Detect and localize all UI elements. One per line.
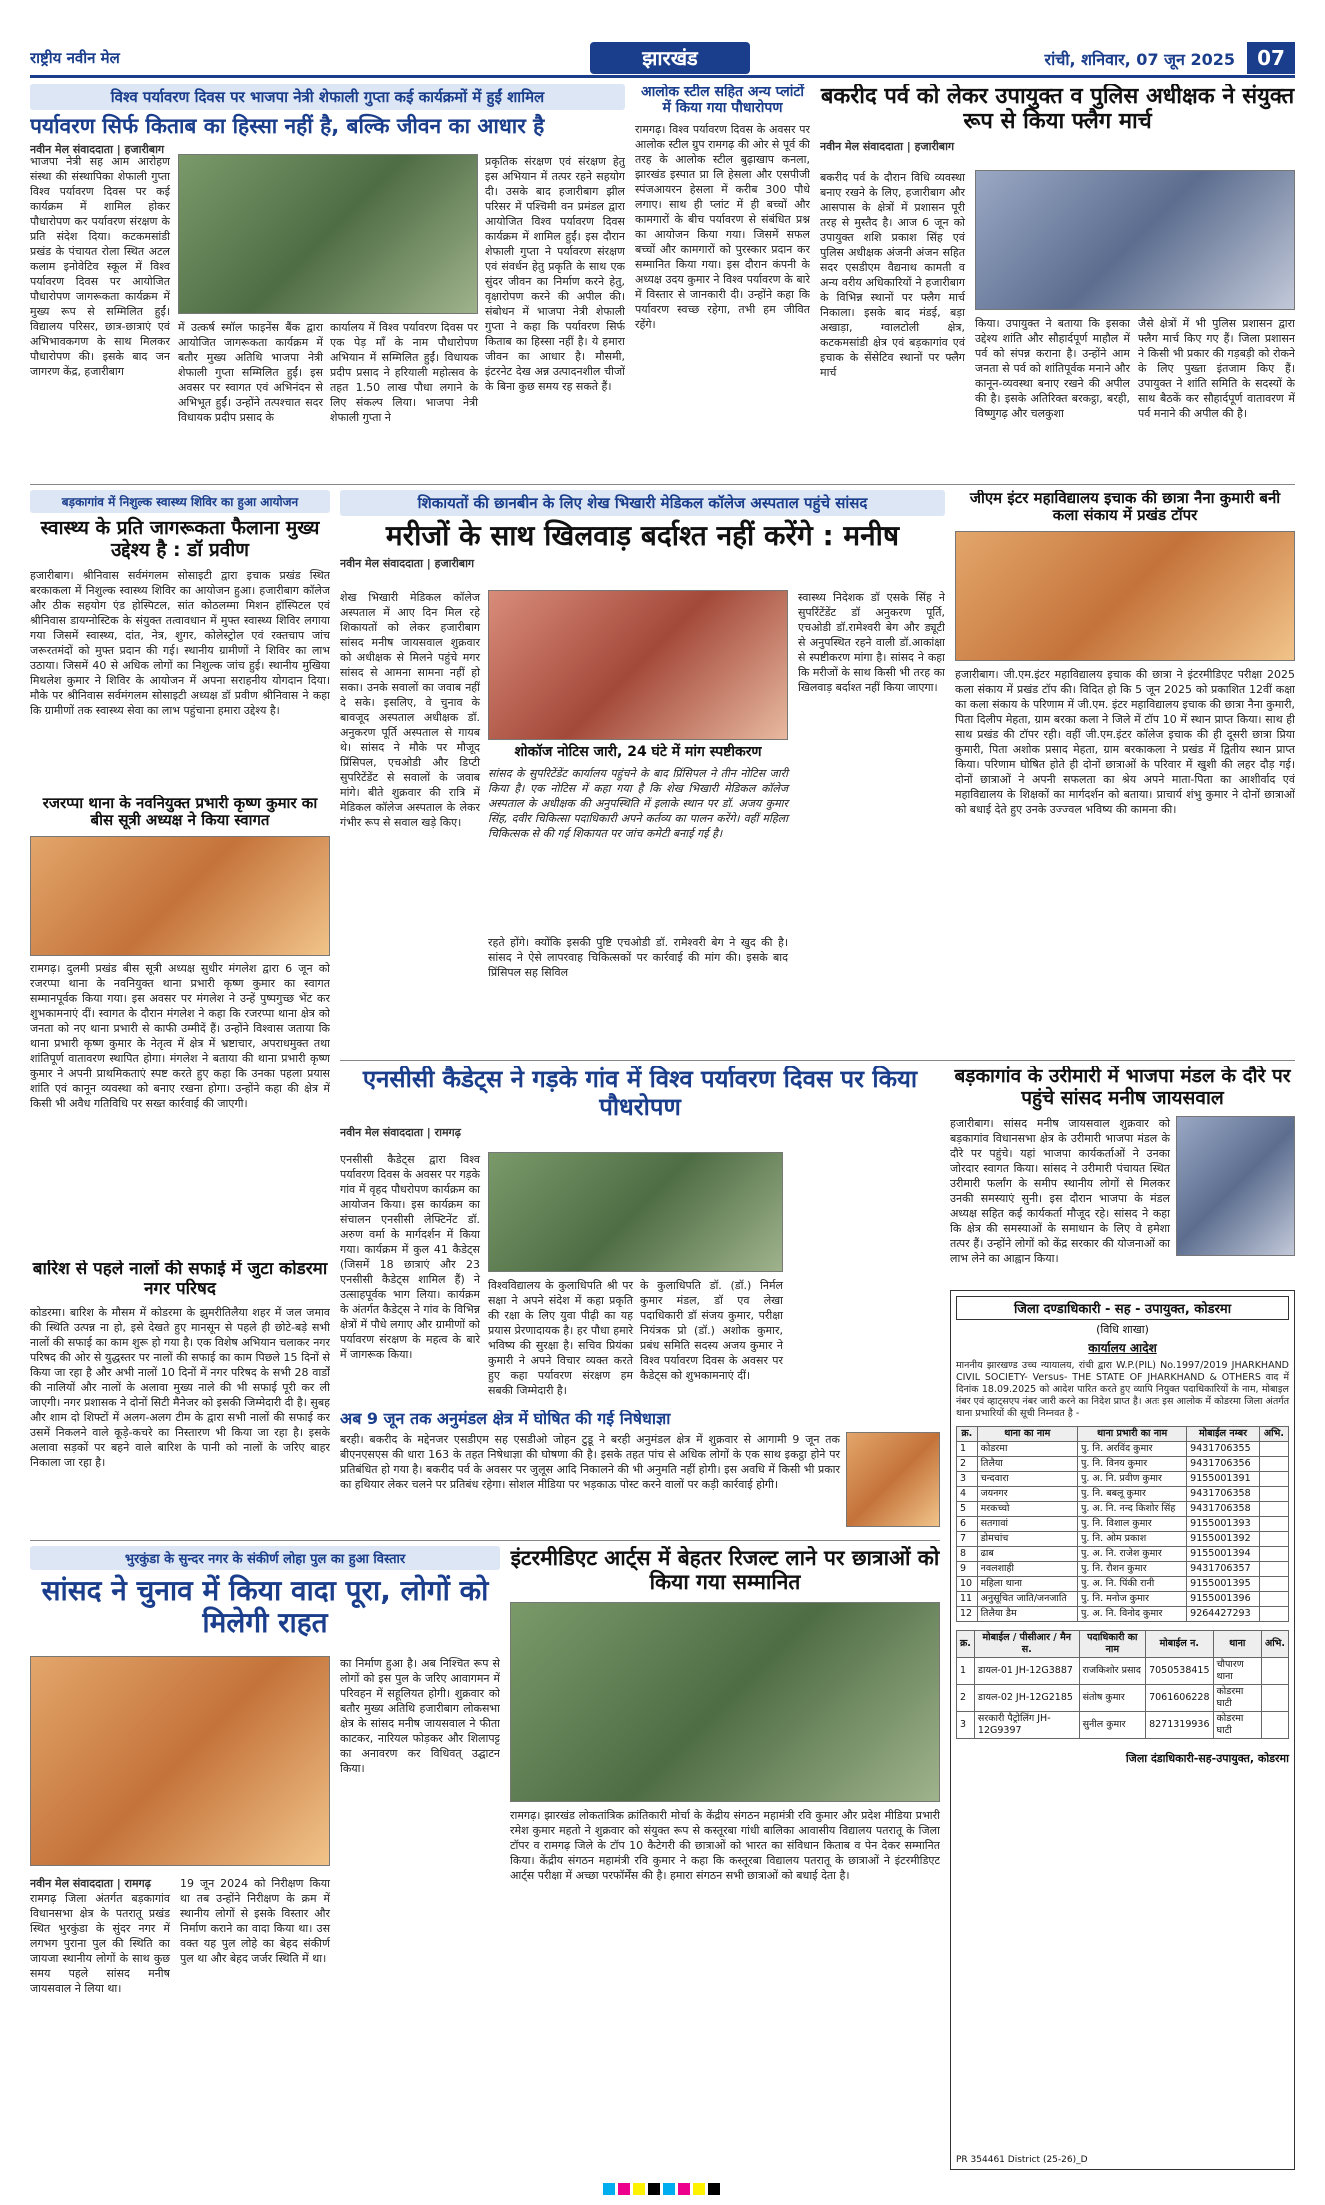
table-row: [957, 1517, 1289, 1532]
table-cell: पु. अ. नि. राजेश कुमार: [1078, 1547, 1187, 1562]
table-cell: पु. अ. नि. प्रवीण कुमार: [1078, 1472, 1187, 1487]
photo-students: [510, 1602, 940, 1802]
table-header: थाना: [1213, 1631, 1261, 1658]
article-headline: पर्यावरण सिर्फ किताब का हिस्सा नहीं है, बल्कि जीवन का आधार है: [30, 114, 545, 138]
article-body: के कुलाधिपति डॉ. (डॉ.) निर्मल कुमार मंडल, डॉ एव लेखा पदाधिकारी डॉ संजय कुमार, परीक्षा नियंत्रक प्रो (डॉ.) अशोक कुमार, प्रबंध समिति सदस्य अजय कुमार ने विश्व पर्यावरण दिवस के अवसर पर कैडेट्स को शुभकामनाएं दीं।: [640, 1279, 783, 1382]
table-row: [957, 1472, 1289, 1487]
article-body: कोडरमा। बारिश के मौसम में कोडरमा के झुमरीतिलैया शहर में जल जमाव की स्थिति उत्पन्न ना हो, इसे देखते हुए मानसून से पहले ही छोटे-बड़े सभी नालों की सफाई का काम शुरू हो गया है। एक विशेष अभियान चलाकर नगर परिषद की ओर से युद्धस्तर पर नालों की सफाई का काम पिछले 15 दिनों से किया जा रहा है और अभी नालों 10 दिनों में नगर परिषद के सभी 28 वार्डों की नालियों और नालों के अलावा मुख्य नाले की भी सफाई पूरी कर ली जाएगी। नगर प्रशासक ने दोनों सिटी मैनेजर को इसकी जिम्मेदारी दी है। सुबह और शाम दो शिफ्टों में अलग-अलग टीम के द्वारा सभी नालों की सफाई कर उसमें निकलने वाले कूड़े-कचरे का निस्तारण भी किया जा रहा है। इसके अलावा सड़कों पर बहने वाले बारिश के पानी को नालों के जरिए बाहर निकाला जा रहा है।: [30, 1306, 330, 1470]
table-cell: पु. नि. रौशन कुमार: [1078, 1562, 1187, 1577]
table-cell: [1259, 1457, 1288, 1472]
table-cell: 9155001391: [1187, 1472, 1260, 1487]
table-cell: पु. अ. नि. विनोद कुमार: [1078, 1607, 1187, 1622]
article-body: हजारीबाग। श्रीनिवास सर्वमंगलम सोसाइटी द्वारा इचाक प्रखंड स्थित बरकाकला में निशुल्क स्वास्थ्य शिविर का आयोजन हुआ। हजारीबाग कॉलेज और ठीक सहयोग एंड होस्पिटल, सांत कोठलम्मा मिशन हॉस्पिटल एवं श्रीनिवास डायग्नोस्टिक के संयुक्त तत्वावधान में मुफ्त स्वास्थ्य शिविर लगाया गया जिसमें स्वास्थ्य, दांत, नेत्र, शुगर, कोलेस्ट्रोल एवं रक्तचाप जांच जरूरतमंदों को मुफ्त प्रदान की गई। स्थानीय ग्रामीणों ने शिविर का लाभ उठाया। जिसमें 40 से अधिक लोगों का निशुल्क जांच हुई। स्थानीय मुखिया मिथलेश कुमार ने शिविर के आयोजन में अपना सराहनीय योगदान दिया। मौके पर श्रीनिवास सर्वमंगलम सोसाइटी अध्यक्ष डॉ प्रवीण श्रीनिवास ने कहा कि ग्रामीणों तक स्वास्थ्य सेवा का लाभ पहुंचाना हमारा उद्देश्य है।: [30, 568, 330, 717]
photo-bridge-inauguration: [30, 1656, 330, 1866]
table-cell: अनुसूचित जाति/जनजाति: [977, 1592, 1077, 1607]
table-cell: 9431706356: [1187, 1457, 1260, 1472]
table-cell: पु. नि. विनय कुमार: [1078, 1457, 1187, 1472]
photo-tree-plantation: [178, 154, 478, 314]
table-cell: डायल-01 JH-12G3887: [974, 1658, 1079, 1685]
police-station-table: [956, 1426, 1289, 1622]
table-cell: [1259, 1472, 1288, 1487]
table-row: [957, 1592, 1289, 1607]
article-body: हजारीबाग। सांसद मनीष जायसवाल शुक्रवार को बड़कागांव विधानसभा क्षेत्र के उरीमारी भाजपा मंडल के दौरे पर पहुंचे। यहां भाजपा कार्यकर्ताओं ने उनका जोरदार स्वागत किया। सांसद ने उरीमारी पंचायत स्थित उरीमारी फर्लांग के समीप स्थानीय लोगों से मिलकर उनकी समस्याएं सुनी। इस दौरान भाजपा के मंडल अध्यक्ष सहित कई कार्यकर्ता मौजूद रहे। सांसद ने कहा कि क्षेत्र की समस्याओं के समाधान के लिए वे हमेशा तत्पर हैं। उन्होंने लोगों को केंद्र सरकार की योजनाओं का लाभ लेने का आह्वान किया।: [950, 1116, 1170, 1265]
article-body: भाजपा नेत्री सह आम आरोहण संस्था की संस्थापिका शेफाली गुप्ता विश्व पर्यावरण दिवस पर कई कार्यक्रम में शामिल होकर पौधारोपण कर पर्यावरण संरक्षण के प्रति संदेश दिया। कटकमसांडी प्रखंड के पंचायत रोला स्थित अटल कलाम इनोवेटिव स्कूल में विश्व पर्यावरण दिवस पर आयोजित पौधारोपण जागरूकता कार्यक्रम में मुख्य रूप से सम्मिलित हुईं। विद्यालय परिसर, छात्र-छात्राएं एवं अभिभावकगण के साथ मिलकर पौधारोपण की। इसके बाद जन जागरण केंद्र, हजारीबाग: [30, 155, 170, 378]
table-header: क्र.: [957, 1427, 978, 1442]
table-cell: पु. नि. बबलू कुमार: [1078, 1487, 1187, 1502]
table-cell: [1259, 1577, 1288, 1592]
table-cell: पु. नि. मनोज कुमार: [1078, 1592, 1187, 1607]
byline: नवीन मेल संवाददाता | रामगढ़: [340, 1126, 461, 1140]
table-row: [957, 1532, 1289, 1547]
table-cell: 9264427293: [1187, 1607, 1260, 1622]
table-header: मोबाईल न.: [1146, 1631, 1213, 1658]
table-cell: [1259, 1502, 1288, 1517]
table-cell: [1259, 1442, 1288, 1457]
article-body: का निर्माण हुआ है। अब निश्चित रूप से लोगों को इस पुल के जरिए आवागमन में परिवहन में सहूलियत होगी। शुक्रवार को बतौर मुख्य अतिथि हजारीबाग लोकसभा क्षेत्र के सांसद मनीष जायसवाल ने फीता काटकर, नारियल फोड़कर और शिलापट्ट का अनावरण कर विधिवत् उद्घाटन किया।: [340, 1657, 500, 1775]
table-row: [957, 1457, 1289, 1472]
article-body: स्वास्थ्य निदेशक डॉ एसके सिंह ने सुपरिंटेंडेंट डॉ अनुकरण पूर्ति, एचओडी डॉ.रामेश्वरी बेग और ड्यूटी से अनुपस्थित रहने वाली डॉ.आकांक्षा से स्पष्टीकरण मांगा है। सांसद ने कहा कि मरीजों के साथ किसी भी तरह का खिलवाड़ बर्दाश्त नहीं किया जाएगा।: [798, 591, 945, 694]
article-headline: स्वास्थ्य के प्रति जागरूकता फैलाना मुख्य उद्देश्य है : डॉ प्रवीण: [40, 517, 320, 561]
article-body: किया। उपायुक्त ने बताया कि इसका उद्देश्य शांति और सौहार्दपूर्ण माहौल में पर्व को संपन्न कराना है। उन्होंने आम जनता से पर्व को शांतिपूर्वक मनाने और कानून-व्यवस्था बनाए रखने की अपील की है। इसके अतिरिक्त बरकट्ठा, बरही, विष्णुगढ़ और चलकुशा: [975, 317, 1130, 420]
table-cell: 6: [957, 1517, 978, 1532]
table-cell: 5: [957, 1502, 978, 1517]
table-cell: 10: [957, 1577, 978, 1592]
article-kicker: भुरकुंडा के सुन्दर नगर के संकीर्ण लोहा पुल का हुआ विस्तार: [30, 1546, 500, 1570]
article-health-camp: [30, 490, 330, 790]
article-headline: जीएम इंटर महाविद्यालय इचाक की छात्रा नैना कुमारी बनी कला संकाय में प्रखंड टॉपर: [969, 490, 1281, 525]
table-cell: चौपारण थाना: [1213, 1658, 1261, 1685]
table-cell: तिलैया: [977, 1457, 1077, 1472]
table-cell: मरकच्चो: [977, 1502, 1077, 1517]
article-medical-college: [340, 490, 945, 1055]
article-body: रहते होंगे। क्योंकि इसकी पुष्टि एचओडी डॉ. रामेश्वरी बेग ने खुद की है। सांसद ने ऐसे लापरवाह चिकित्सकों पर कार्रवाई की मांग की। इसके बाद प्रिंसिपल सह सिविल: [488, 936, 788, 979]
table-cell: सरकारी पैट्रोलिंग JH-12G9397: [974, 1712, 1079, 1739]
photo-topper: [955, 531, 1295, 661]
table-cell: कोडरमा: [977, 1442, 1077, 1457]
table-cell: तिलैया डैम: [977, 1607, 1077, 1622]
table-row: [957, 1487, 1289, 1502]
article-headline: बड़कागांव के उरीमारी में भाजपा मंडल के दौरे पर पहुंचे सांसद मनीष जायसवाल: [954, 1066, 1291, 1109]
table-cell: डोमचांच: [977, 1532, 1077, 1547]
table-cell: सतगावां: [977, 1517, 1077, 1532]
color-registration-bar: [40, 2180, 1285, 2196]
table-header: थाना प्रभारी का नाम: [1078, 1427, 1187, 1442]
photo-mp-hospital: [488, 590, 788, 740]
masthead: [30, 40, 1295, 78]
article-body: बकरीद पर्व के दौरान विधि व्यवस्था बनाए रखने के लिए, हजारीबाग और आसपास के क्षेत्रों में प्रशासन पूरी तरह से मुस्तैद है। आज 6 जून को उपायुक्त शशि प्रकाश सिंह एवं पुलिस अधीक्षक अंजनी अंजन सहित सदर एसडीएम वैद्यनाथ कामती व अन्य वरीय अधिकारियों ने हजारीबाग के विभिन्न स्थानों पर फ्लैग मार्च निकाला। इसके बाद मंडई, बड़ा अखाड़ा, ग्वालटोली क्षेत्र, कटकमसांडी क्षेत्र एवं बड़कागांव एवं इचाक के सेंसेटिव स्थानों पर फ्लैग मार्च: [820, 171, 965, 379]
notice-title: जिला दण्डाधिकारी - सह - उपायुक्त, कोडरमा: [956, 1296, 1289, 1320]
article-bakrid-flag-march: [820, 84, 1295, 479]
photo-urimari: [1176, 1116, 1295, 1256]
article-headline: एनसीसी कैडेट्स ने गड़के गांव में विश्व पर्यावरण दिवस पर किया पौधरोपण: [362, 1066, 918, 1121]
article-body: 19 जून 2024 को निरीक्षण किया था तब उन्होंने निरीक्षण के क्रम में स्थानीय लोगों से इसके विस्तार और निर्माण कराने का वादा किया था। उस वक्त यह पुल लोहे का बेहद संकीर्ण पुल था और बेहद जर्जर स्थिति में था।: [180, 1877, 330, 1965]
article-body: एनसीसी कैडेट्स द्वारा विश्व पर्यावरण दिवस के अवसर पर गड़के गांव में वृहद पौधरोपण कार्यक्रम का आयोजन किया। इस कार्यक्रम का संचालन एनसीसी लेफ्टिनेंट डॉ. अरुण वर्मा के मार्गदर्शन में किया गया। कार्यक्रम में कुल 41 कैडेट्स (जिसमें 18 छात्राएं और 23 एनसीसी कैडेट्स शामिल हैं) ने उत्साहपूर्वक भाग लिया। कार्यक्रम के अंतर्गत कैडेट्स ने गांव के विभिन्न क्षेत्रों में पौधे लगाए और ग्रामीणों को पर्यावरण संरक्षण के महत्व के बारे में जागरूक किया।: [340, 1153, 480, 1361]
table-cell: [1259, 1532, 1288, 1547]
table-cell: [1261, 1658, 1288, 1685]
table-cell: [1259, 1517, 1288, 1532]
table-cell: 1: [957, 1658, 975, 1685]
table-row: [957, 1547, 1289, 1562]
article-body: कार्यालय में विश्व पर्यावरण दिवस पर एक पेड़ माँ के नाम पौधारोपण अभियान में सम्मिलित हुईं। विधायक प्रदीप प्रसाद ने हरियाली महोत्सव के तहत 1.50 लाख पौधा लगाने के लिए संकल्प लिया। भाजपा नेत्री शेफाली गुप्ता ने: [330, 321, 478, 424]
table-cell: चन्दवारा: [977, 1472, 1077, 1487]
table-row: [957, 1607, 1289, 1622]
table-cell: [1259, 1592, 1288, 1607]
table-row: [957, 1712, 1289, 1739]
patrol-table: [956, 1630, 1289, 1739]
table-header: अभि.: [1259, 1427, 1288, 1442]
table-cell: [1259, 1487, 1288, 1502]
table-cell: 11: [957, 1592, 978, 1607]
table-cell: कोडरमा घाटी: [1213, 1712, 1261, 1739]
table-cell: [1261, 1685, 1288, 1712]
table-cell: 2: [957, 1457, 978, 1472]
table-cell: नवलशाही: [977, 1562, 1077, 1577]
table-header: मोबाईल नम्बर: [1187, 1427, 1260, 1442]
article-kicker: शिकायतों की छानबीन के लिए शेख भिखारी मेडिकल कॉलेज अस्पताल पहुंचे सांसद: [340, 490, 945, 516]
article-kicker: बड़कागांव में निशुल्क स्वास्थ्य शिविर का हुआ आयोजन: [30, 490, 330, 513]
article-body: हजारीबाग। जी.एम.इंटर महाविद्यालय इचाक की छात्रा ने इंटरमीडिएट परीक्षा 2025 कला संकाय में प्रखंड टॉप की। विदित हो कि 5 जून 2025 को प्रकाशित 12वीं कक्षा का कला संकाय के परिणाम में जी.एम. इंटर महाविद्यालय इचाक की छात्रा नैना कुमारी, पिता दिलीप मेहता, ग्राम बरका कला ने जिले में टॉप 10 में स्थान प्राप्त किया। साथ ही साथ प्रखंड की टॉपर रही। वहीं जी.एम.इंटर कॉलेज इचाक की ही दूसरी छात्रा प्रिया कुमारी, पिता अशोक प्रसाद मेहता, ग्राम बरकाकला ने प्रखंड में द्वितीय स्थान प्राप्त किया। परिणाम घोषित होते ही दोनों छात्राओं के परिवार में खुशी की लहर दौड़ गई। दोनों छात्राओं ने अपनी सफलता का श्रेय अपने माता-पिता का आशीर्वाद एवं महाविद्यालय के शिक्षकों का मार्गदर्शन को बताया। प्राचार्य शंभु कुमार ने दोनों छात्राओं को बधाई देते हुए उनके उज्ज्वल भविष्य की कामना की।: [955, 667, 1295, 816]
notice-footer: जिला दंडाधिकारी-सह-उपायुक्त, कोडरमा: [1125, 1752, 1289, 1765]
table-cell: पु. अ. नि. नन्द किशोर सिंह: [1078, 1502, 1187, 1517]
article-student-honour: [510, 1546, 940, 2171]
byline: नवीन मेल संवाददाता | रामगढ़: [30, 1877, 151, 1890]
masthead-left: राष्ट्रीय नवीन मेल: [30, 49, 120, 67]
photo-flag-march: [975, 170, 1295, 310]
article-body: शेख भिखारी मेडिकल कॉलेज अस्पताल में आए दिन मिल रहे शिकायतों को लेकर हजारीबाग सांसद मनीष जायसवाल शुक्रवार को अधीक्षक से मिलने पहुंचे मगर सांसद से आमना सामना नहीं हो सका। उनके सवालों का जवाब नहीं दे सके। इसलिए, वे चुनाव के बावजूद अस्पताल अधीक्षक डॉ. अनुकरण पूर्ति अस्पताल से गायब थे। सांसद ने मौके पर मौजूद प्रिंसिपल, एचओडी और डिप्टी सुपरिटेंडेंट से सवालों के जवाब मांगे। बीते शुक्रवार की रात्रि में मेडिकल कॉलेज अस्पताल के लेकर गंभीर रूप से सवाल खड़े किए।: [340, 591, 480, 829]
table-cell: 7: [957, 1532, 978, 1547]
photo-sdm: [846, 1432, 940, 1527]
article-body: रामगढ़। विश्व पर्यावरण दिवस के अवसर पर आलोक स्टील ग्रुप रामगढ़ की ओर से पूर्व की तरह के आलोक स्टील बुढ़ाखाप कनला, झारखंड इस्पात प्रा लि हेसला और एसपीजी स्पंजआयरन हेसला में करीब 300 पौधे लगाए। साथ ही प्लांट में ही बच्चों और कामगारों के बीच पर्यावरण से संबंधित प्रश्न का आयोजन किया गया। जिसमें सफल बच्चों और कामगारों को पुरस्कार प्रदान कर सम्मानित किया गया। इस दौरान कंपनी के अध्यक्ष उदय कुमार ने विश्व पर्यावरण के बारे में विस्तार से जानकारी दी। उन्होंने कहा कि पर्यावरण स्वच्छ रहेगा, तभी हम जीवित रहेंगे।: [635, 123, 810, 332]
koderma-notice: [950, 1290, 1295, 2170]
table-cell: महिला थाना: [977, 1577, 1077, 1592]
article-body: विश्वविद्यालय के कुलाधिपति श्री पर सक्षा ने अपने संदेश में कहा प्रकृति की रक्षा के लिए युवा पीढ़ी का यह प्रयास प्रेरणादायक है। हर पौधा हमारे भविष्य की सुरक्षा है। सचिव प्रियंका कुमारी ने अपने विचार व्यक्त करते हुए कहा पर्यावरण संरक्षण हम सबकी जिम्मेदारी है।: [488, 1279, 633, 1397]
article-prohibitory-order: [340, 1410, 940, 1535]
byline: नवीन मेल संवाददाता | हजारीबाग: [820, 139, 955, 153]
table-cell: राजकिशोर प्रसाद: [1079, 1658, 1145, 1685]
table-cell: 9431706358: [1187, 1487, 1260, 1502]
article-body: सांसद के सुपरिटेंडेंट कार्यालय पहुंचने के बाद प्रिंसिपल ने तीन नोटिस जारी किया है। एक नोटिस में कहा गया है कि शेख भिखारी मेडिकल कॉलेज अस्पताल के अधीक्षक की अनुपस्थिति में इलाके स्थान पर डॉ. अजय कुमार सिंह, दवीर चिकित्सा पदाधिकारी अपने कर्तव्य का पालन करेंगे। वहीं महिला चिकित्सक से की गई शिकायत पर जांच कमेटी बनाई गई है।: [488, 767, 789, 840]
table-cell: [1259, 1607, 1288, 1622]
table-cell: 7050538415: [1146, 1658, 1213, 1685]
table-cell: 7061606228: [1146, 1685, 1213, 1712]
article-urimari-visit: [950, 1066, 1295, 1281]
table-cell: 12: [957, 1607, 978, 1622]
table-row: [957, 1577, 1289, 1592]
table-cell: जयनगर: [977, 1487, 1077, 1502]
table-cell: पु. नि. अरविंद कुमार: [1078, 1442, 1187, 1457]
table-cell: [1259, 1562, 1288, 1577]
page-number: 07: [1247, 42, 1295, 74]
article-bridge-expansion: [30, 1546, 500, 2171]
table-cell: 9: [957, 1562, 978, 1577]
table-header: अभि.: [1261, 1631, 1288, 1658]
notice-ref: PR 354461 District (25-26)_D: [956, 2155, 1088, 2165]
table-cell: 9155001393: [1187, 1517, 1260, 1532]
table-cell: 3: [957, 1712, 975, 1739]
table-row: [957, 1502, 1289, 1517]
table-cell: कोडरमा घाटी: [1213, 1685, 1261, 1712]
table-cell: पु. अ. नि. पिंकी रानी: [1078, 1577, 1187, 1592]
notice-subtitle: (विधि शाखा): [1096, 1323, 1149, 1336]
table-cell: 8: [957, 1547, 978, 1562]
table-cell: ढाब: [977, 1547, 1077, 1562]
article-headline: आलोक स्टील सहित अन्य प्लांटों में किया गया पौधारोपण: [640, 84, 805, 117]
table-cell: 9155001392: [1187, 1532, 1260, 1547]
table-cell: 9431706355: [1187, 1442, 1260, 1457]
table-cell: 9155001396: [1187, 1592, 1260, 1607]
article-headline: सांसद ने चुनाव में किया वादा पूरा, लोगों को मिलेगी राहत: [41, 1574, 489, 1640]
table-header: क्र.: [957, 1631, 975, 1658]
photo-welcome: [30, 836, 330, 956]
table-cell: पु. नि. ओम प्रकाश: [1078, 1532, 1187, 1547]
table-cell: 1: [957, 1442, 978, 1457]
article-body: रामगढ़ जिला अंतर्गत बड़कागांव विधानसभा क्षेत्र के पतरातू प्रखंड स्थित भुरकुंडा के सुंदर नगर में लगभग पुराना पुल की स्थिति का जायजा स्थानीय लोगों के साथ कुछ समय पहले सांसद मनीष जायसवाल ने लिया था।: [30, 1892, 170, 1995]
article-environment-shefali: [30, 84, 625, 479]
article-headline: बारिश से पहले नालों की सफाई में जुटा कोडरमा नगर परिषद: [32, 1260, 328, 1299]
article-body: रामगढ़। दुलमी प्रखंड बीस सूत्री अध्यक्ष सुधीर मंगलेश द्वारा 6 जून को रजरप्पा थाना के नवनियुक्त थाना प्रभारी कृष्ण कुमार का स्वागत सम्मानपूर्वक किया गया। इस अवसर पर मंगलेश ने उन्हें पुष्पगुच्छ भेंट कर शुभकामनाएं दीं। स्वागत के दौरान मंगलेश ने कहा कि रजरप्पा थाना क्षेत्र को जनता को नए थाना प्रभारी से काफी उम्मीदें हैं। उन्होंने विश्वास जताया कि थाना प्रभारी कृष्ण कुमार के नेतृत्व में क्षेत्र में भ्रष्टाचार, अपराधमुक्त तथा शांतिपूर्ण वातावरण स्थापित होगा। मंगलेश ने बताया की थाना प्रभारी कृष्ण कुमार ने अपनी प्राथमिकताएं स्पष्ट करते हुए कहा कि उनका पहला प्रयास शांति एवं कानून व्यवस्था को बनाए रखना होगा। उन्होंने कहा की क्षेत्र में किसी भी अवैध गतिविधि पर सख्त कार्रवाई की जाएगी।: [30, 961, 330, 1110]
table-cell: 9155001394: [1187, 1547, 1260, 1562]
notice-text: माननीय झारखण्ड उच्च न्यायालय, रांची द्वारा W.P.(PIL) No.1997/2019 JHARKHAND CIVIL SOCIETY- Versus- THE STATE OF JHARKHAND & OTHERS वाद में दिनांक 18.09.2025 को आदेश पारित करते हुए व्यापि नियुक्त पदाधिकारियों के नाम, मोबाइल नंबर एवं व्हाट्सएप नंबर जारी करने का निदेश प्राप्त है। अतः इस आलोक में कोडरमा जिला अंतर्गत थाना प्रभारियों की सूची निम्नवत है -: [956, 1360, 1289, 1419]
article-headline: अब 9 जून तक अनुमंडल क्षेत्र में घोषित की गई निषेधाज्ञा: [340, 1410, 671, 1428]
article-kicker: विश्व पर्यावरण दिवस पर भाजपा नेत्री शेफाली गुप्ता कई कार्यक्रमों में हुईं शामिल: [30, 84, 625, 110]
article-naina-topper: [955, 490, 1295, 1050]
table-cell: 9431706357: [1187, 1562, 1260, 1577]
article-body: में उत्कर्ष स्मॉल फाइनेंस बैंक द्वारा आयोजित जागरूकता कार्यक्रम में बतौर मुख्य अतिथि भाजपा नेत्री शेफाली गुप्ता सम्मिलित हुईं। इस अवसर पर स्वागत एवं अभिनंदन से अभिभूत हुईं। उन्होंने तत्पश्चात सदर विधायक प्रदीप प्रसाद के: [178, 321, 323, 424]
article-headline: रजरप्पा थाना के नवनियुक्त प्रभारी कृष्ण कुमार का बीस सूत्री अध्यक्ष ने किया स्वागत: [42, 795, 318, 830]
article-headline: बकरीद पर्व को लेकर उपायुक्त व पुलिस अधीक्षक ने संयुक्त रूप से किया फ्लैग मार्च: [820, 84, 1295, 135]
table-cell: 3: [957, 1472, 978, 1487]
photo-ncc: [488, 1152, 783, 1272]
table-header: मोबाईल / पीसीआर / मैन स.: [974, 1631, 1079, 1658]
table-cell: 2: [957, 1685, 975, 1712]
table-cell: [1261, 1712, 1288, 1739]
byline: नवीन मेल संवाददाता | हजारीबाग: [340, 557, 475, 571]
table-cell: सुनील कुमार: [1079, 1712, 1145, 1739]
table-cell: डायल-02 JH-12G2185: [974, 1685, 1079, 1712]
table-row: [957, 1685, 1289, 1712]
article-headline: मरीजों के साथ खिलवाड़ बर्दाश्त नहीं करेंगे : मनीष: [385, 519, 900, 552]
masthead-date: रांची, शनिवार, 07 जून 2025: [1044, 50, 1235, 69]
table-cell: 4: [957, 1487, 978, 1502]
article-ncc-plantation: [340, 1066, 940, 1406]
notice-order: कार्यालय आदेश: [1088, 1341, 1157, 1355]
table-cell: 9155001395: [1187, 1577, 1260, 1592]
article-body: रामगढ़। झारखंड लोकतांत्रिक क्रांतिकारी मोर्चा के केंद्रीय संगठन महामंत्री रवि कुमार और प्रदेश मीडिया प्रभारी रमेश कुमार महतो ने शुक्रवार को संयुक्त रूप से कस्तूरबा गांधी बालिका आवासीय विद्यालय पतरातू के जिला टॉपर व रामगढ़ जिले के टॉप 10 कैटेगरी की छात्राओं को भारत का संविधान किताब व पेन देकर सम्मानित किया। केंद्रीय संगठन महामंत्री रवि कुमार ने कहा कि कस्तूरबा विद्यालय पतरातू के छात्राओं ने इंटरमीडिएट आर्ट्स परीक्षा में अच्छा परफॉर्मेंस की है। हमारा संगठन सभी छात्राओं को बधाई देता है।: [510, 1809, 940, 1883]
section-title: झारखंड: [590, 42, 750, 74]
article-rajrappa-police: [30, 795, 330, 1255]
article-body: जैसे क्षेत्रों में भी पुलिस प्रशासन द्वारा फ्लैग मार्च किए गए हैं। जिला प्रशासन ने किसी भी प्रकार की गड़बड़ी को रोकने के लिए पुख्ता इंतजाम किए हैं। उपायुक्त ने शांति समिति के सदस्यों के साथ बैठकें कर सौहार्दपूर्ण वातावरण में पर्व मनाने की अपील की है।: [1138, 317, 1295, 420]
table-header: पदाधिकारी का नाम: [1079, 1631, 1145, 1658]
photo-caption-headline: शोकॉज नोटिस जारी, 24 घंटे में मांग स्पष्टीकरण: [514, 744, 762, 760]
article-body: बरही। बकरीद के मद्देनजर एसडीएम सह एसडीओ जोहन टुडू ने बरही अनुमंडल क्षेत्र में शुक्रवार से आगामी 9 जून तक बीएनएसएस की धारा 163 के तहत निषेधाज्ञा की घोषणा की है। इसके तहत पांच से अधिक लोगों के एक साथ इकट्ठा होने पर प्रतिबंधित हो गया है। बकरीद पर्व के अवसर पर जुलूस आदि निकालने की भी अनुमति नहीं होगी। इस अवधि में किसी भी प्रकार का हथियार लेकर चलने पर प्रतिबंध रहेगा। सोशल मीडिया पर भड़काऊ पोस्ट करने वालों पर कड़ी कार्रवाई होगी।: [340, 1433, 840, 1492]
table-cell: संतोष कुमार: [1079, 1685, 1145, 1712]
byline: नवीन मेल संवाददाता | हजारीबाग: [30, 143, 165, 157]
table-cell: 8271319936: [1146, 1712, 1213, 1739]
table-cell: [1259, 1547, 1288, 1562]
table-row: [957, 1658, 1289, 1685]
table-row: [957, 1442, 1289, 1457]
article-body: प्रकृतिक संरक्षण एवं संरक्षण हेतु इस अभियान में तत्पर रहने सहयोग दी। उसके बाद हजारीबाग झील परिसर में पश्चिमी वन प्रमंडल द्वारा आयोजित विश्व पर्यावरण दिवस कार्यक्रम में शामिल हुईं। इस दौरान शेफाली गुप्ता ने पर्यावरण संरक्षण एवं संवर्धन हेतु प्रकृति के साथ एक सुंदर जीवन का निर्माण करने हेतु, वृक्षारोपण करने की अपील की। संबोधन में भाजपा नेत्री शेफाली गुप्ता ने कहा कि पर्यावरण सिर्फ किताब का हिस्सा नहीं है। ये हमारा जीवन का आधार है। मौसमी, इंटरनेट देख अन्न उत्पादनशील चीजों के बिना कुछ समय रह सकते हैं।: [485, 155, 625, 393]
table-cell: 9431706358: [1187, 1502, 1260, 1517]
table-header: थाना का नाम: [977, 1427, 1077, 1442]
article-headline: इंटरमीडिएट आर्ट्स में बेहतर रिजल्ट लाने पर छात्राओं को किया गया सम्मानित: [510, 1546, 940, 1595]
article-alok-steel: [635, 84, 810, 479]
table-cell: पु. नि. विशाल कुमार: [1078, 1517, 1187, 1532]
table-row: [957, 1562, 1289, 1577]
